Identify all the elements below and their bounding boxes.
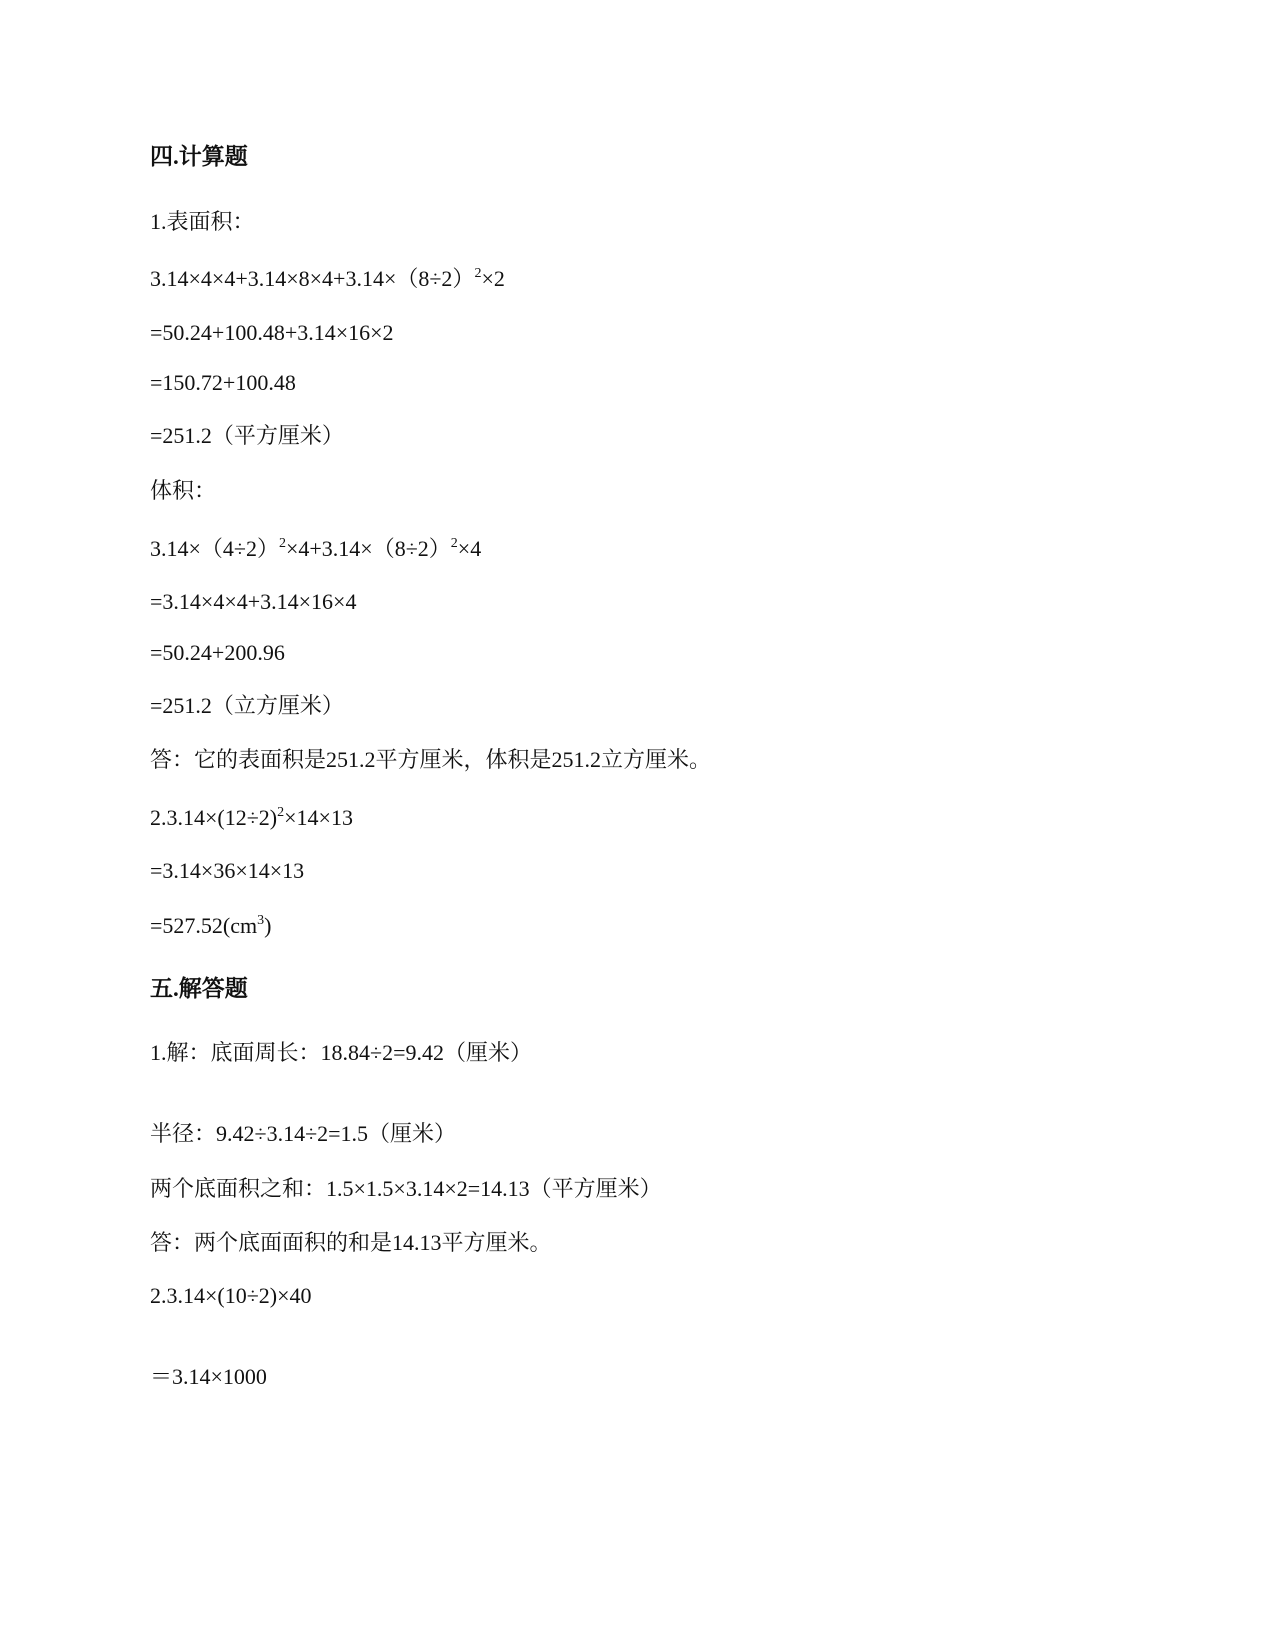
q1-surface-area-line-3: =150.72+100.48 (150, 370, 296, 395)
expr-part: ) (264, 913, 272, 938)
s5-q1-line-1: 1.解：底面周长：18.84÷2=9.42（厘米） (150, 1040, 532, 1065)
expr-part: ×2 (481, 266, 505, 291)
exponent: 2 (450, 536, 458, 551)
q1-surface-area-line-1 (150, 266, 505, 292)
q1-surface-area-result: =251.2（平方厘米） (150, 423, 344, 448)
q1-volume-line-1 (150, 536, 481, 562)
q1-volume-line-3: =50.24+200.96 (150, 640, 285, 665)
section-5-title: 五.解答题 (150, 976, 248, 1001)
q2-line-1 (150, 805, 353, 831)
q1-surface-area-line-2: =50.24+100.48+3.14×16×2 (150, 320, 394, 345)
expr-part: 3.14×4×4+3.14×8×4+3.14×（8÷2） (150, 266, 475, 291)
exponent: 2 (474, 266, 482, 281)
section-4-title: 四.计算题 (150, 144, 248, 169)
q1-answer: 答：它的表面积是251.2平方厘米，体积是251.2立方厘米。 (150, 747, 712, 772)
expr-part: 2.3.14×(12÷2) (150, 805, 278, 830)
expr-part: =527.52(cm (150, 913, 258, 938)
s5-q2-line-1: 2.3.14×(10÷2)×40 (150, 1283, 312, 1308)
q1-volume-label: 体积： (150, 478, 217, 503)
exponent: 2 (278, 536, 286, 551)
exponent: 3 (257, 913, 265, 928)
q2-result (150, 913, 271, 939)
expr-part: ×14×13 (284, 805, 353, 830)
s5-q2-line-2: ＝3.14×1000 (150, 1364, 267, 1389)
s5-q1-line-3: 两个底面积之和：1.5×1.5×3.14×2=14.13（平方厘米） (150, 1176, 662, 1201)
expr-part: ×4+3.14×（8÷2） (285, 536, 451, 561)
q1-surface-area-label: 1.表面积： (150, 209, 255, 234)
s5-q1-line-2: 半径：9.42÷3.14÷2=1.5（厘米） (150, 1121, 457, 1146)
q2-line-2: =3.14×36×14×13 (150, 858, 305, 883)
exponent: 2 (277, 805, 285, 820)
expr-part: 3.14×（4÷2） (150, 536, 279, 561)
expr-part: ×4 (457, 536, 482, 561)
q1-volume-result: =251.2（立方厘米） (150, 693, 344, 718)
s5-q1-answer: 答：两个底面面积的和是14.13平方厘米。 (150, 1230, 552, 1255)
q1-volume-line-2: =3.14×4×4+3.14×16×4 (150, 589, 357, 614)
